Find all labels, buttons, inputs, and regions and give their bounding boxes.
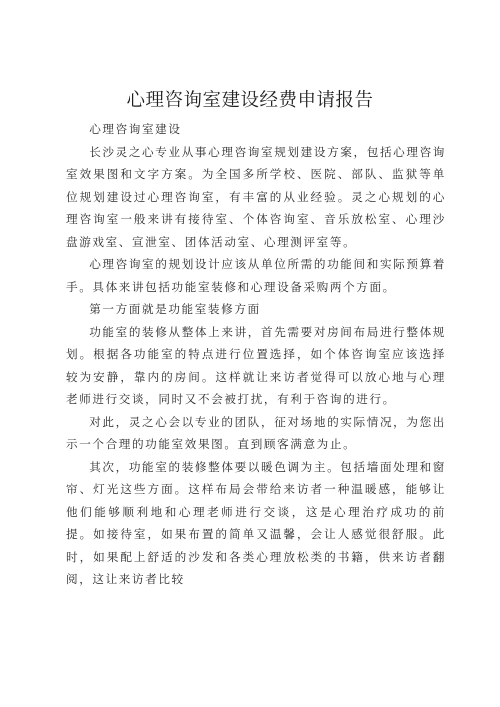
document-body	[66, 118, 446, 591]
paragraph-layout: 功能室的装修从整体上来讲，首先需要对房间布局进行整体规划。根据各功能室的特点进行位置选择，如个体咨询室应该选择较为安静，靠内的房间。这样就让来访者觉得可以放心地与心理老师进行交谈，同时又不会被打扰，有利于咨询的进行。	[66, 324, 446, 406]
paragraph-color-tone: 其次，功能室的装修整体要以暖色调为主。包括墙面处理和窗帘、灯光这些方面。这样布局会带给来访者一种温暖感，能够让他们能够顺利地和心理老师进行交谈，这是心理治疗成功的前提。如接待室，如果布置的简单又温馨，会让人感觉很舒服。此时，如果配上舒适的沙发和各类心理放松类的书籍，供来访者翻阅，这让来访者比较	[66, 459, 446, 586]
paragraph-first-aspect-heading: 第一方面就是功能室装修方面	[89, 302, 261, 316]
paragraph-team: 对此，灵之心会以专业的团队，征对场地的实际情况，为您出示一个合理的功能室效果图。直到顾客满意为止。	[66, 414, 446, 451]
paragraph-planning: 心理咨询室的规划设计应该从单位所需的功能间和实际预算着手。具体来讲包括功能室装修和心理设备采购两个方面。	[66, 257, 446, 294]
paragraph-company-intro: 长沙灵之心专业从事心理咨询室规划建设方案，包括心理咨询室效果图和文字方案。为全国多所学校、医院、部队、监狱等单位规划建设过心理咨询室，有丰富的从业经验。灵之心规划的心理咨询室一般来讲有接待室、个体咨询室、音乐放松室、心理沙盘游戏室、宣泄室、团体活动室、心理测评室等。	[66, 144, 446, 249]
document-title: 心理咨询室建设经费申请报告	[126, 90, 374, 111]
paragraph-section-heading: 心理咨询室建设	[89, 122, 182, 136]
